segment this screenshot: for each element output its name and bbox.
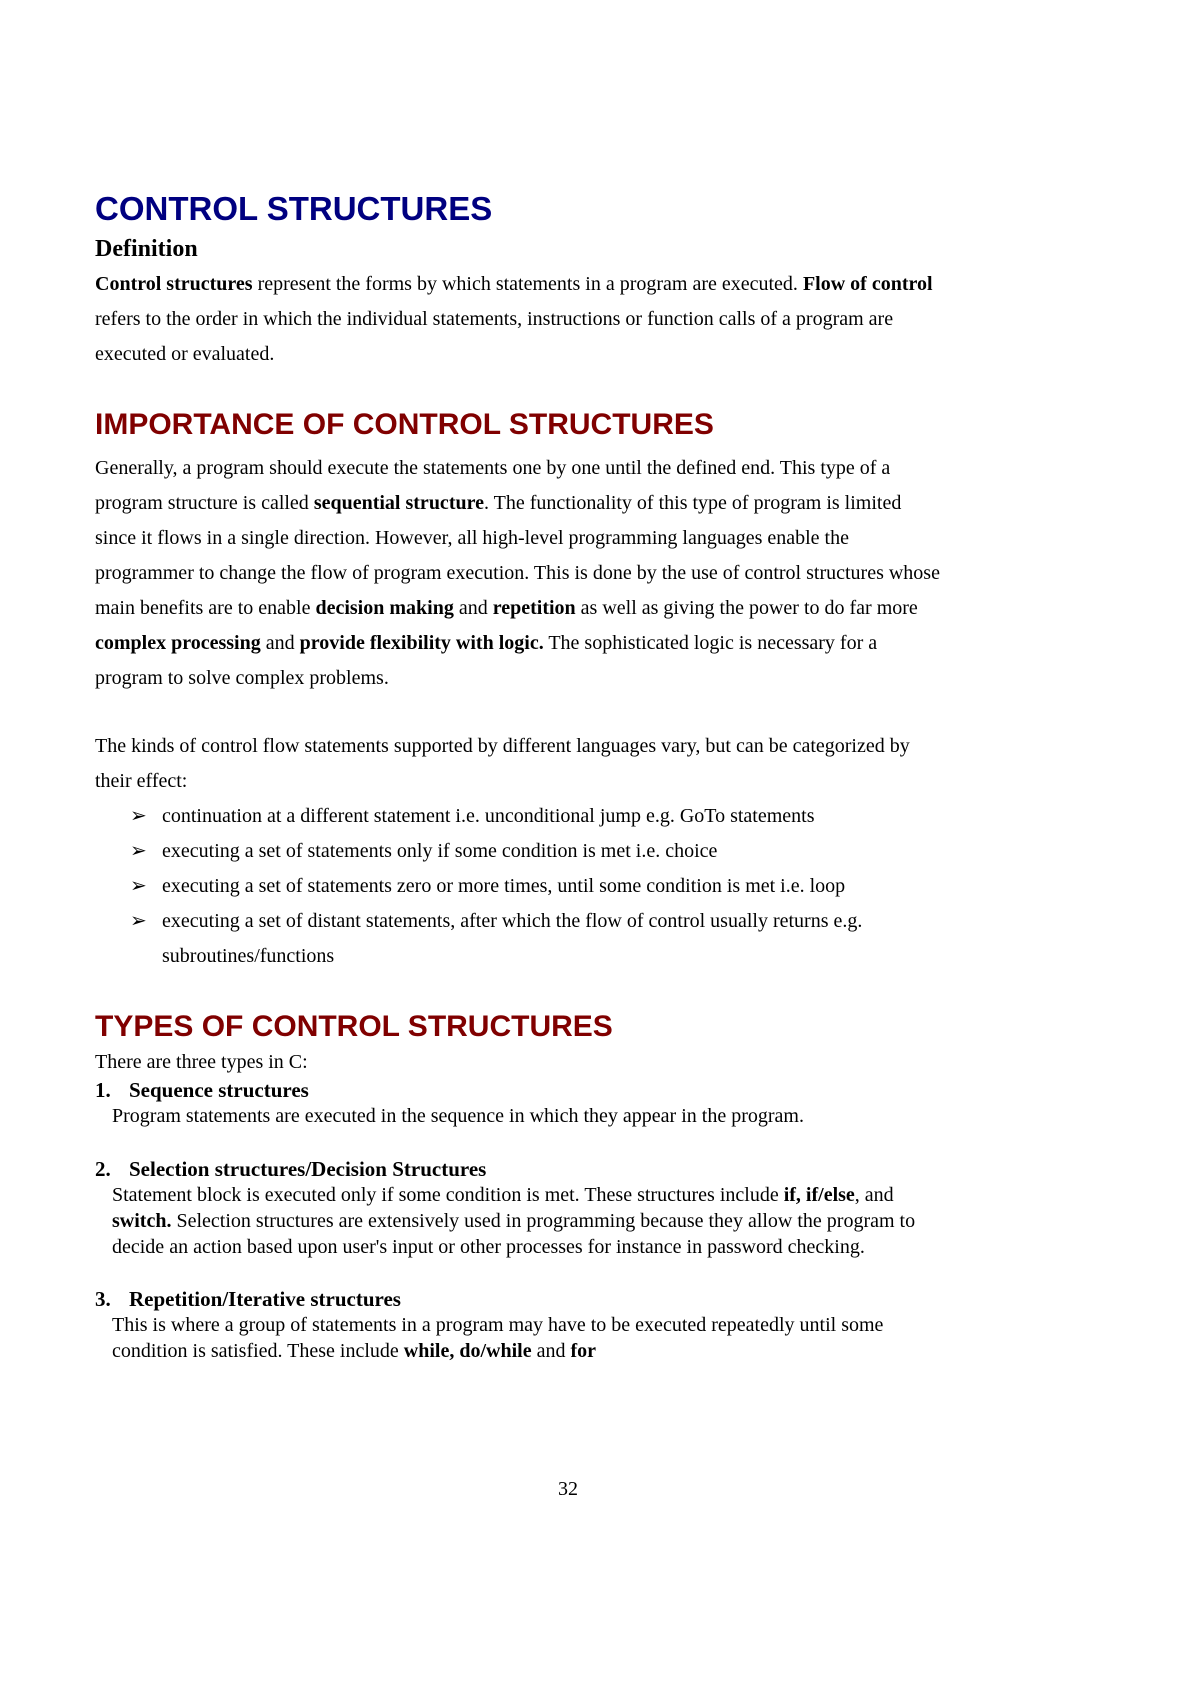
text-line [95, 456, 890, 480]
text-line [95, 666, 389, 690]
text-line [112, 1313, 883, 1337]
text-segment: programmer to change the flow of program execution. This is done by the use of control structures whose [95, 562, 940, 584]
text-line [95, 596, 918, 620]
arrow-bullet-icon: ➢ [130, 910, 147, 932]
arrow-bullet-icon: ➢ [130, 805, 147, 827]
text-line [112, 1235, 865, 1259]
importance-heading: IMPORTANCE OF CONTROL STRUCTURES [95, 408, 714, 441]
text-line [95, 342, 274, 366]
text-segment: represent the forms by which statements in a program are executed. [252, 273, 803, 295]
text-segment: executed or evaluated. [95, 343, 275, 365]
arrow-bullet-icon: ➢ [130, 875, 147, 897]
arrow-bullet-icon: ➢ [130, 840, 147, 862]
text-segment: Selection structures are extensively used in programming because they allow the program to [171, 1210, 916, 1232]
bold-text: Flow of control [802, 273, 933, 295]
text-segment: since it flows in a single direction. However, all high-level programming languages enable the [95, 527, 849, 549]
text-segment: This is where a group of statements in a program may have to be executed repeatedly until some [112, 1314, 884, 1336]
bold-text: while, do/while [403, 1340, 532, 1362]
text-line [95, 272, 933, 296]
text-segment: refers to the order in which the individual statements, instructions or function calls of a program are [95, 308, 894, 330]
types-heading: TYPES OF CONTROL STRUCTURES [95, 1010, 613, 1043]
text-line [95, 631, 877, 655]
type-item-title: 2. Selection structures/Decision Structures [95, 1157, 487, 1181]
bullet-item: ➢ continuation at a different statement i.e. unconditional jump e.g. GoTo statements [130, 805, 815, 827]
text-segment: and [531, 1340, 571, 1362]
text-segment: and [260, 632, 300, 654]
bold-text: sequential structure [313, 492, 484, 514]
bullet-item: ➢ executing a set of distant statements, after which the flow of control usually returns e.g. [130, 910, 863, 932]
bold-text: provide flexibility with logic. [299, 632, 544, 654]
page-title: CONTROL STRUCTURES [95, 190, 493, 227]
bold-text: if, if/else [783, 1184, 855, 1206]
text-segment: main benefits are to enable [95, 597, 316, 619]
bold-text: Control structures [95, 273, 253, 295]
text-line [95, 769, 187, 793]
text-segment: . The functionality of this type of program is limited [484, 492, 902, 514]
text-line [95, 561, 940, 585]
text-segment: Generally, a program should execute the statements one by one until the defined end. This type of a [95, 457, 891, 479]
text-line [112, 1183, 894, 1207]
text-segment: The kinds of control flow statements supported by different languages vary, but can be categorized by [95, 735, 910, 757]
bold-text: switch. [112, 1210, 172, 1232]
text-segment: Statement block is executed only if some condition is met. These structures include [112, 1184, 784, 1206]
text-segment: Program statements are executed in the sequence in which they appear in the program. [112, 1105, 804, 1127]
text-segment: decide an action based upon user's input or other processes for instance in password checking. [112, 1236, 865, 1258]
text-segment: condition is satisfied. These include [112, 1340, 404, 1362]
text-segment: program to solve complex problems. [95, 667, 389, 689]
text-line [112, 1209, 915, 1233]
text-segment: The sophisticated logic is necessary for a [543, 632, 878, 654]
bold-text: repetition [492, 597, 576, 619]
text-segment: , and [854, 1184, 894, 1206]
definition-heading: Definition [95, 236, 198, 262]
text-segment: their effect: [95, 770, 188, 792]
text-line [112, 1339, 596, 1363]
type-item-title: 3. Repetition/Iterative structures [95, 1287, 401, 1311]
bullet-item: ➢ executing a set of statements zero or more times, until some condition is met i.e. loop [130, 875, 846, 897]
bullet-item: ➢ executing a set of statements only if some condition is met i.e. choice [130, 840, 718, 862]
text-line [95, 307, 893, 331]
text-line [95, 526, 849, 550]
text-segment: program structure is called [95, 492, 314, 514]
text-line [112, 1104, 804, 1128]
text-line [95, 734, 910, 758]
text-segment: as well as giving the power to do far more [575, 597, 918, 619]
types-intro: There are three types in C: [95, 1051, 308, 1073]
page-number: 32 [558, 1478, 578, 1500]
bold-text: complex processing [95, 632, 261, 654]
text-segment: and [453, 597, 493, 619]
bullet-continuation: subroutines/functions [162, 945, 335, 967]
bold-text: decision making [315, 597, 454, 619]
bold-text: for [570, 1340, 597, 1362]
type-item-title: 1. Sequence structures [95, 1078, 309, 1102]
text-line [95, 491, 901, 515]
